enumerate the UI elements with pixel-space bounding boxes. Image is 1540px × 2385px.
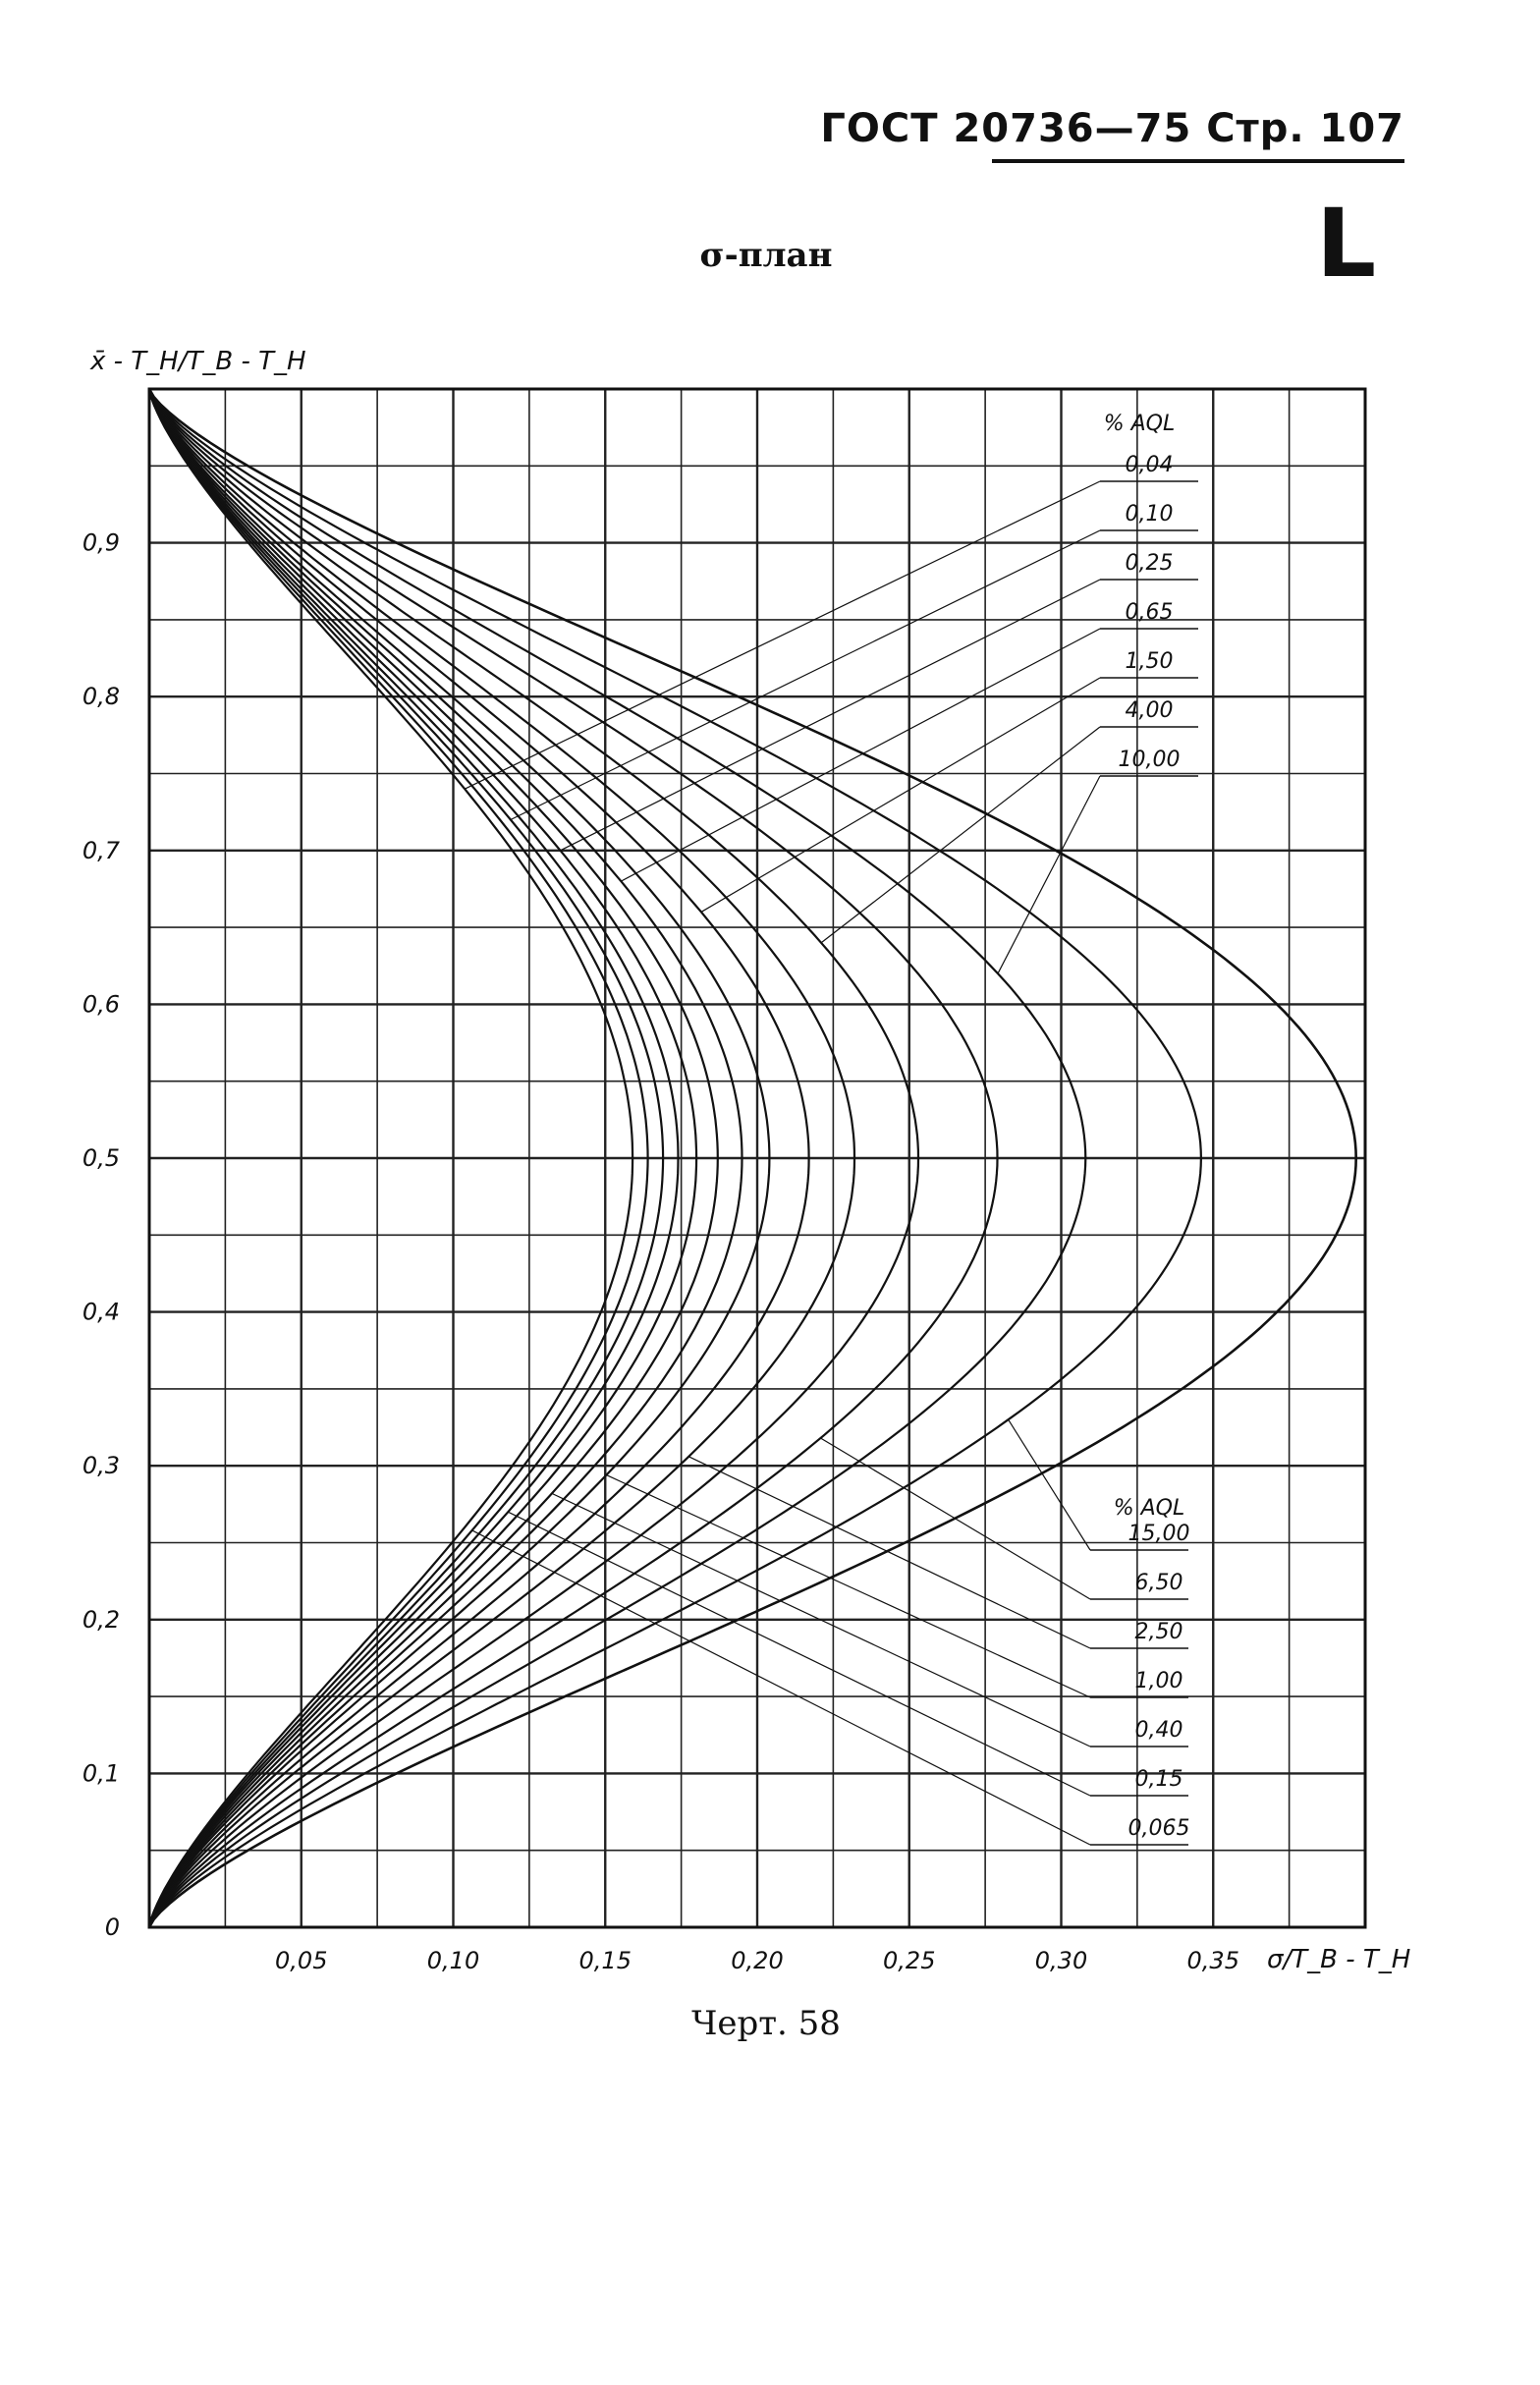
document-code: ГОСТ 20736—75 Стр. 107 [820, 106, 1404, 151]
y-tick-label: 0,6 [82, 990, 120, 1019]
leader-line [621, 629, 1100, 881]
leader-line [820, 1438, 1090, 1599]
legend-upper-label: 1,50 [1125, 649, 1174, 674]
legend-lower-label: 6,50 [1134, 1571, 1183, 1595]
legend-lower-label: 0,15 [1134, 1767, 1183, 1792]
leader-line [701, 678, 1100, 912]
legend-lower-label: 2,50 [1134, 1620, 1183, 1644]
plan-letter: L [1316, 189, 1377, 299]
x-tick-label: 0,25 [883, 1947, 936, 1974]
legend-upper-label: 0,04 [1125, 453, 1174, 477]
legend-lower-heading: % AQL [1113, 1496, 1185, 1521]
legend-upper-label: 0,25 [1125, 551, 1174, 576]
legend-upper-heading: % AQL [1103, 412, 1176, 436]
x-tick-label: 0,15 [578, 1947, 632, 1974]
y-tick-label: 0,2 [82, 1605, 120, 1634]
y-tick-label: 0,1 [82, 1759, 120, 1788]
legend-lower-label: 0,065 [1128, 1816, 1190, 1841]
x-tick-label: 0,05 [275, 1947, 328, 1974]
x-tick-label: 0,10 [426, 1947, 480, 1974]
x-tick-label: 0,20 [731, 1947, 784, 1974]
legend-upper-label: 10,00 [1118, 748, 1181, 772]
x-tick-label: 0,35 [1186, 1947, 1239, 1974]
leader-line [998, 776, 1100, 973]
chart-title: σ-план [699, 236, 833, 275]
y-axis-label: x̄ - T_H/T_B - T_H [90, 347, 306, 376]
x-tick-label: 0,30 [1034, 1947, 1088, 1974]
legend-upper-label: 0,10 [1125, 502, 1174, 527]
y-tick-label: 0,3 [82, 1452, 120, 1480]
y-tick-label: 0,5 [82, 1144, 120, 1172]
legend-lower-label: 15,00 [1128, 1522, 1190, 1546]
leader-line [472, 1530, 1090, 1845]
leader-line [465, 481, 1100, 789]
y-tick-label: 0,8 [82, 683, 120, 711]
y-tick-label: 0,7 [82, 836, 120, 864]
legend-lower-label: 1,00 [1134, 1669, 1183, 1693]
legend-upper-label: 0,65 [1125, 600, 1174, 625]
y-tick-label: 0,4 [82, 1298, 120, 1326]
legend-upper-label: 4,00 [1125, 698, 1174, 723]
y-tick-label: 0,9 [82, 528, 120, 557]
x-axis-label: σ/T_B - T_H [1267, 1945, 1411, 1974]
legend-lower-label: 0,40 [1134, 1718, 1183, 1743]
leader-line [606, 1475, 1090, 1697]
y-tick-label: 0 [104, 1914, 120, 1941]
figure-caption: Черт. 58 [691, 2004, 841, 2043]
